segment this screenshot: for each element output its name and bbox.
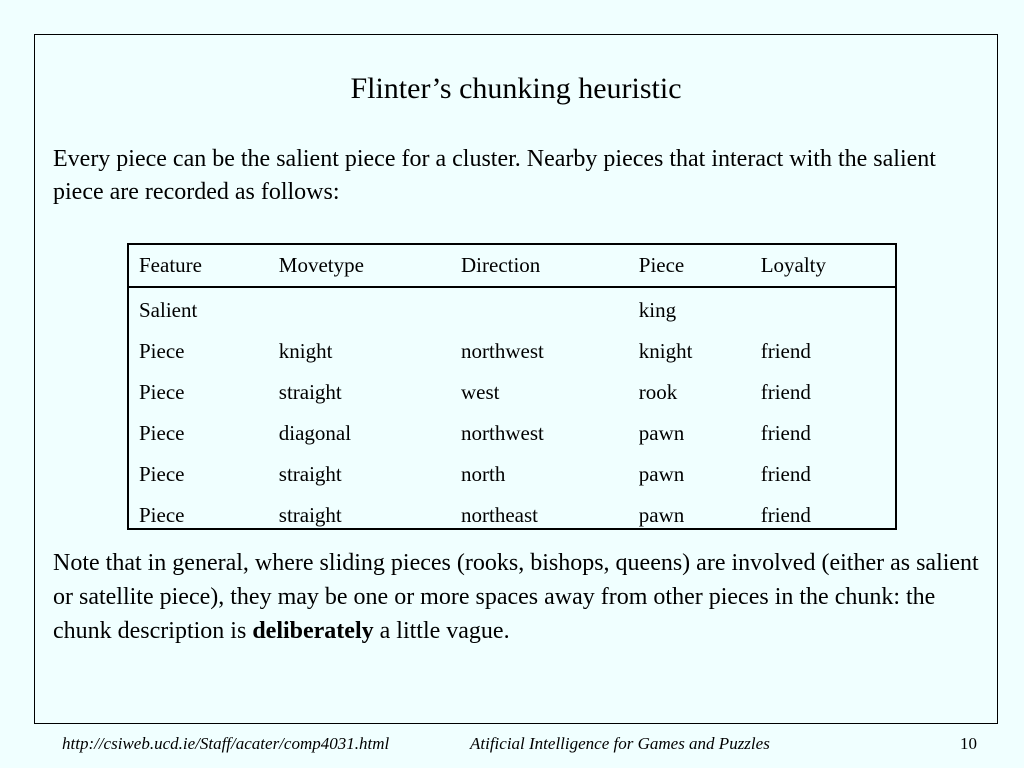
table-cell: Piece <box>139 462 185 486</box>
column-header-direction: Direction <box>451 245 629 287</box>
table-cell: Piece <box>139 339 185 363</box>
table-cell: pawn <box>638 503 685 527</box>
table-cell: friend <box>760 339 811 363</box>
chunk-table-box <box>127 243 897 530</box>
table-cell: west <box>461 380 500 404</box>
table-row <box>129 495 895 536</box>
table-cell: friend <box>760 421 811 445</box>
table-cell: straight <box>278 503 342 527</box>
intro-paragraph: Every piece can be the salient piece for a cluster. Nearby pieces that interact with the salient piece are recorded as follows: <box>53 146 936 205</box>
column-header-movetype: Movetype <box>269 245 451 287</box>
slide-frame <box>34 34 998 724</box>
table-header-row <box>129 245 895 287</box>
table-cell: friend <box>760 380 811 404</box>
table-cell: north <box>461 462 506 486</box>
footer-course-title: Atificial Intelligence for Games and Puzzles <box>470 734 770 753</box>
table-row <box>129 287 895 331</box>
table-cell: straight <box>278 380 342 404</box>
table-cell <box>451 287 629 331</box>
chunk-table <box>129 245 895 536</box>
footer-url: http://csiweb.ucd.ie/Staff/acater/comp4031.html <box>62 734 390 753</box>
table-cell: northeast <box>461 503 538 527</box>
table-cell <box>269 287 451 331</box>
table-row <box>129 331 895 372</box>
table-cell: northwest <box>461 421 544 445</box>
slide-title: Flinter’s chunking heuristic <box>350 72 682 105</box>
table-cell: knight <box>278 339 333 363</box>
table-cell: diagonal <box>278 421 352 445</box>
table-cell: knight <box>638 339 693 363</box>
table-cell: king <box>638 298 677 322</box>
note-emphasis: deliberately <box>252 618 374 644</box>
slide-footer <box>0 732 1024 756</box>
table-row <box>129 372 895 413</box>
table-cell: Salient <box>139 298 198 322</box>
column-header-loyalty: Loyalty <box>751 245 895 287</box>
table-cell: straight <box>278 462 342 486</box>
table-row <box>129 413 895 454</box>
table-cell: friend <box>760 503 811 527</box>
table-cell: friend <box>760 462 811 486</box>
table-cell: pawn <box>638 462 685 486</box>
table-row <box>129 454 895 495</box>
table-cell: northwest <box>461 339 544 363</box>
table-cell: pawn <box>638 421 685 445</box>
column-header-feature: Feature <box>129 245 269 287</box>
note-paragraph <box>53 546 983 648</box>
table-cell: Piece <box>139 503 185 527</box>
table-cell <box>751 287 895 331</box>
table-cell: Piece <box>139 380 185 404</box>
slide-number: 10 <box>960 734 977 753</box>
note-text-end: a little vague. <box>373 618 510 644</box>
table-cell: rook <box>638 380 678 404</box>
column-header-piece: Piece <box>629 245 751 287</box>
note-text-start: Note that in general, where sliding pieces (rooks, bishops, queens) are involved (either as salient or satellite piece), they may be one or more spaces away from other pieces in the chunk: the chunk description is <box>53 550 979 644</box>
table-cell: Piece <box>139 421 185 445</box>
